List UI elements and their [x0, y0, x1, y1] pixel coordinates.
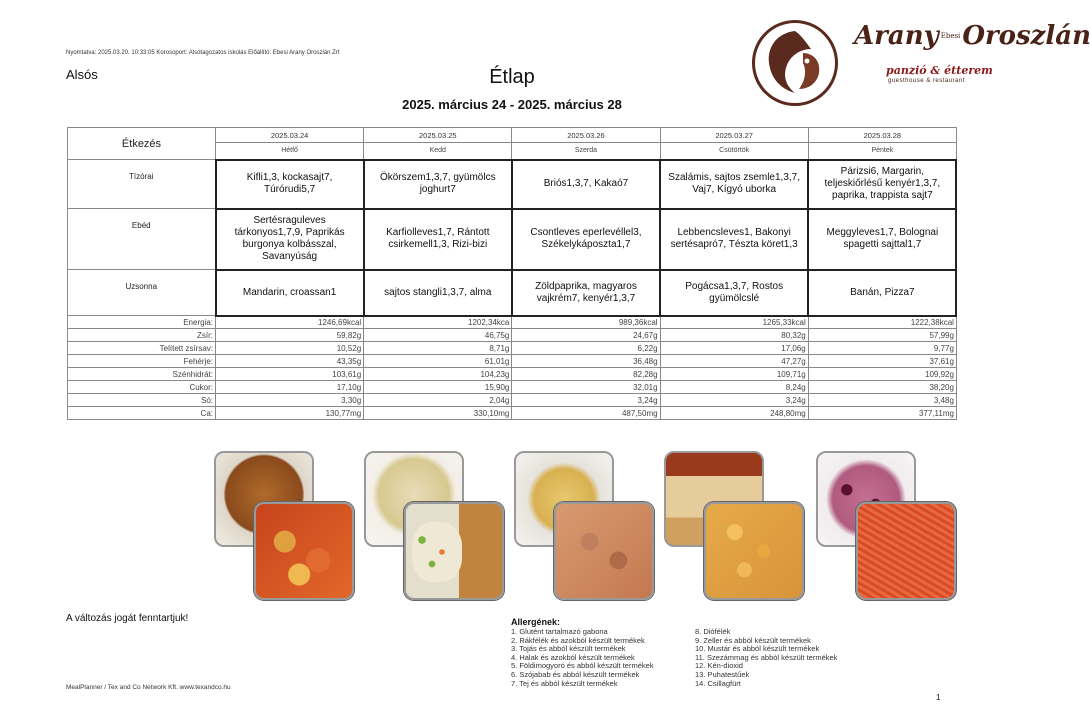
logo-subtag: guesthouse & restaurant: [888, 78, 965, 84]
meal-item: Zöldpaprika, magyaros vajkrém7, kenyér1,3,7: [512, 270, 660, 316]
nutrition-label: Só:: [68, 394, 216, 407]
allergen-item: 1. Glutént tartalmazó gabona: [511, 627, 608, 636]
print-meta: Nyomtatva: 2025.03.20. 10:33:05 Korosoport: Alsótagozatos iskolás Előállító: Ebesi Arany Oroszlán Zrt: [66, 50, 340, 56]
nutrition-label: Zsír:: [68, 329, 216, 342]
nutrition-value: 130,77mg: [216, 407, 364, 420]
nutrition-value: 1202,34kca: [364, 316, 512, 329]
allergen-item: 12. Kén-dioxid: [695, 661, 743, 671]
logo-name-part1: Arany: [854, 21, 939, 51]
nutrition-value: 248,80mg: [660, 407, 808, 420]
meal-column-header: Étkezés: [68, 128, 216, 160]
day-name: Hétfő: [216, 143, 364, 160]
day-name: Kedd: [364, 143, 512, 160]
nutrition-value: 3,24g: [512, 394, 660, 407]
day-name: Csütörtök: [660, 143, 808, 160]
allergen-item: 5. Földimogyoró és abból készült termékek: [511, 661, 654, 671]
allergen-item: 13. Puhatestűek: [695, 669, 750, 679]
nutrition-label: Cukor:: [68, 381, 216, 394]
nutrition-value: 46,75g: [364, 329, 512, 342]
meal-item: Briós1,3,7, Kakaó7: [512, 160, 660, 209]
nutrition-label: Szénhidrát:: [68, 368, 216, 381]
nutrition-value: 15,90g: [364, 381, 512, 394]
logo-place: Ebesi: [940, 32, 961, 40]
day-date: 2025.03.24: [216, 128, 364, 143]
meal-item: Banán, Pizza7: [808, 270, 956, 316]
day-date: 2025.03.25: [364, 128, 512, 143]
meal-item: Meggyleves1,7, Bolognai spagetti sajttal1,7: [808, 209, 956, 270]
allergen-item: 11. Szezámmag és abból készült termékek: [695, 652, 838, 662]
age-group-label: Alsós: [66, 67, 98, 82]
nutrition-row: [68, 394, 957, 407]
nutrition-value: 10,52g: [216, 342, 364, 355]
allergens-list-left: [511, 628, 654, 688]
nutrition-value: 61,01g: [364, 355, 512, 368]
nutrition-value: 487,50mg: [512, 407, 660, 420]
nutrition-label: Ca:: [68, 407, 216, 420]
allergens-list-right: [695, 628, 837, 688]
nutrition-value: 38,20g: [808, 381, 956, 394]
meal-row-uzsonna: [68, 270, 957, 316]
nutrition-value: 109,71g: [660, 368, 808, 381]
meal-item: Sertésraguleves tárkonyos1,7,9, Paprikás burgonya kolbásszal, Savanyúság: [216, 209, 364, 270]
nutrition-value: 104,23g: [364, 368, 512, 381]
meal-label: Tízórai: [68, 160, 216, 209]
nutrition-value: 1246,69kcal: [216, 316, 364, 329]
nutrition-value: 17,10g: [216, 381, 364, 394]
day-name: Péntek: [808, 143, 956, 160]
date-row: [68, 128, 957, 143]
nutrition-row: [68, 381, 957, 394]
day-name: Szerda: [512, 143, 660, 160]
meal-label: Uzsonna: [68, 270, 216, 316]
nutrition-value: 24,67g: [512, 329, 660, 342]
meal-item: Mandarin, croassan1: [216, 270, 364, 316]
bolognese-photo: [856, 502, 956, 600]
allergen-item: 2. Rákfélék és azokból készült termékek: [511, 635, 645, 645]
allergen-item: 6. Szójabab és abból készült termékek: [511, 669, 640, 679]
nutrition-value: 103,61g: [216, 368, 364, 381]
nutrition-value: 3,30g: [216, 394, 364, 407]
nutrition-row: [68, 407, 957, 420]
allergen-item: 3. Tojás és abból készült termékek: [511, 644, 626, 654]
meal-label: Ebéd: [68, 209, 216, 270]
day-date: 2025.03.26: [512, 128, 660, 143]
day-date: 2025.03.27: [660, 128, 808, 143]
nutrition-value: 989,36kcal: [512, 316, 660, 329]
nutrition-value: 37,61g: [808, 355, 956, 368]
nutrition-label: Energia:: [68, 316, 216, 329]
day-date: 2025.03.28: [808, 128, 956, 143]
nutrition-value: 43,35g: [216, 355, 364, 368]
meal-row-tizorai: [68, 160, 957, 209]
nutrition-value: 82,28g: [512, 368, 660, 381]
nutrition-value: 47,27g: [660, 355, 808, 368]
meal-item: sajtos stangli1,3,7, alma: [364, 270, 512, 316]
restaurant-logo: [752, 16, 1091, 108]
nutrition-value: 32,01g: [512, 381, 660, 394]
meal-item: Pogácsa1,3,7, Rostos gyümölcslé: [660, 270, 808, 316]
allergen-item: 10. Mustár és abból készült termékek: [695, 644, 820, 654]
lion-emblem-icon: [752, 20, 838, 106]
allergen-item: 7. Tej és abból készült termékek: [511, 678, 618, 688]
meal-row-ebed: [68, 209, 957, 270]
allergen-item: 8. Diófélék: [695, 627, 731, 636]
bakonyi-pasta-photo: [704, 502, 804, 600]
rice-shape: [412, 522, 462, 582]
page-title: Étlap: [489, 66, 535, 88]
meal-item: Ökörszem1,3,7, gyümölcs joghurt7: [364, 160, 512, 209]
nutrition-value: 377,11mg: [808, 407, 956, 420]
nutrition-row: [68, 355, 957, 368]
nutrition-value: 3,24g: [660, 394, 808, 407]
nutrition-row: [68, 316, 957, 329]
meal-item: Lebbencsleves1, Bakonyi sertésapró7, Tészta köret1,3: [660, 209, 808, 270]
nutrition-value: 57,99g: [808, 329, 956, 342]
meal-item: Karfiolleves1,7, Rántott csirkemell1,3, Rizi-bizi: [364, 209, 512, 270]
nutrition-value: 2,04g: [364, 394, 512, 407]
logo-name: [854, 21, 1091, 51]
paprikas-krumpli-photo: [254, 502, 354, 600]
nutrition-value: 3,48g: [808, 394, 956, 407]
nutrition-value: 8,24g: [660, 381, 808, 394]
nutrition-row: [68, 368, 957, 381]
nutrition-value: 330,10mg: [364, 407, 512, 420]
nutrition-row: [68, 329, 957, 342]
nutrition-value: 1222,38kcal: [808, 316, 956, 329]
meal-item: Kifli1,3, kockasajt7, Túrórudi5,7: [216, 160, 364, 209]
nutrition-value: 109,92g: [808, 368, 956, 381]
nutrition-value: 80,32g: [660, 329, 808, 342]
logo-tagline: panzió & étterem: [886, 64, 993, 77]
nutrition-label: Fehérje:: [68, 355, 216, 368]
allergen-item: 9. Zeller és abból készült termékek: [695, 635, 811, 645]
nutrition-row: [68, 342, 957, 355]
change-notice: A változás jogát fenntartjuk!: [66, 613, 189, 624]
szekelykaposzta-photo: [554, 502, 654, 600]
meal-item: Szalámis, sajtos zsemle1,3,7, Vaj7, Kígyó uborka: [660, 160, 808, 209]
allergen-item: 4. Halak és azokból készült termékek: [511, 652, 635, 662]
allergen-item: 14. Csillagfürt: [695, 678, 741, 688]
nutrition-value: 8,71g: [364, 342, 512, 355]
nutrition-value: 6,22g: [512, 342, 660, 355]
nutrition-value: 9,77g: [808, 342, 956, 355]
nutrition-label: Telített zsírsav:: [68, 342, 216, 355]
nutrition-value: 59,82g: [216, 329, 364, 342]
menu-table: [67, 127, 957, 420]
footer-credit: MealPlanner / Tex and Co Network Kft. www.texandco.hu: [66, 684, 231, 691]
date-range: 2025. március 24 - 2025. március 28: [402, 97, 622, 112]
logo-name-part2: Oroszlán: [962, 21, 1091, 51]
meal-item: Csontleves eperlevéllel3, Székelykáposzta1,7: [512, 209, 660, 270]
nutrition-value: 1265,33kcal: [660, 316, 808, 329]
nutrition-value: 17,06g: [660, 342, 808, 355]
allergens-title: Allergének:: [511, 617, 561, 627]
page-number: 1: [936, 693, 941, 702]
schnitzel-rice-photo: [404, 502, 504, 600]
nutrition-value: 36,48g: [512, 355, 660, 368]
meal-item: Párizsi6, Margarin, teljeskiőrlésű kenyér1,3,7, paprika, trappista sajt7: [808, 160, 956, 209]
